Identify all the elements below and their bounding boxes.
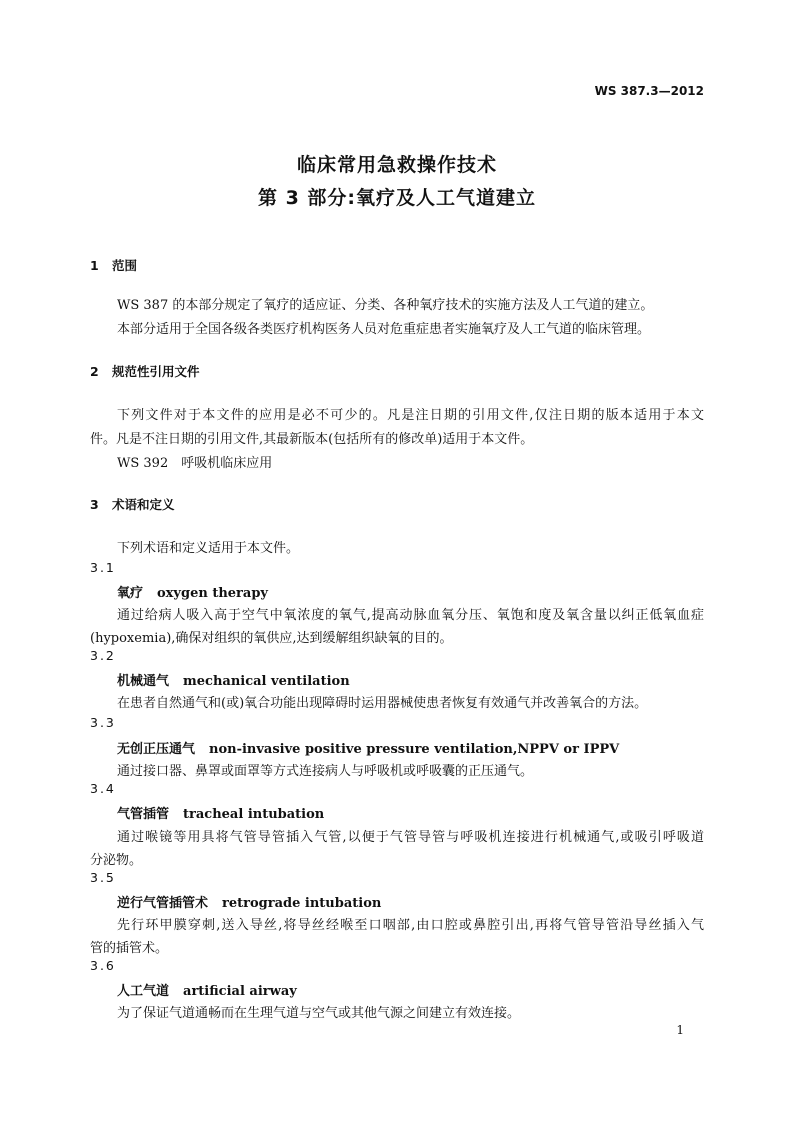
page-number: 1 — [676, 1023, 684, 1037]
term-definition: 通过喉镜等用具将气管导管插入气管,以便于气管导管与呼吸机连接进行机械通气,或吸引呼吸道 — [117, 830, 704, 845]
paragraph: 下列文件对于本文件的应用是必不可少的。凡是注日期的引用文件,仅注日期的版本适用于本文 — [117, 408, 704, 423]
section-title: 范围 — [112, 258, 138, 273]
section-number: 2 — [90, 364, 99, 379]
section-heading-terms-definitions — [90, 495, 175, 513]
term-zh: 无创正压通气 — [117, 742, 196, 757]
section-heading-normative-references — [90, 362, 200, 380]
document-subtitle: 第 3 部分:氧疗及人工气道建立 — [257, 187, 537, 209]
document-title: 临床常用急救操作技术 — [296, 154, 497, 176]
term-number: 3.1 — [90, 560, 116, 575]
paragraph: 本部分适用于全国各级各类医疗机构医务人员对危重症患者实施氧疗及人工气道的临床管理。 — [117, 322, 651, 337]
term-definition: 先行环甲膜穿刺,送入导丝,将导丝经喉至口咽部,由口腔或鼻腔引出,再将气管导管沿导丝插入气 — [117, 918, 704, 933]
term-definition: 通过接口器、鼻罩或面罩等方式连接病人与呼吸机或呼吸囊的正压通气。 — [117, 764, 534, 779]
term-definition: (hypoxemia),确保对组织的氧供应,达到缓解组织缺氧的目的。 — [90, 631, 453, 646]
term-definition: 为了保证气道通畅而在生理气道与空气或其他气源之间建立有效连接。 — [117, 1006, 521, 1021]
term-definition: 管的插管术。 — [90, 941, 169, 956]
section-number: 3 — [90, 497, 99, 512]
reference-item: WS 392 呼吸机临床应用 — [117, 456, 273, 471]
term-definition: 分泌物。 — [90, 853, 143, 868]
term-en: artificial airway — [183, 984, 297, 999]
term-number: 3.6 — [90, 958, 116, 973]
paragraph: WS 387 的本部分规定了氧疗的适应证、分类、各种氧疗技术的实施方法及人工气道的建立。 — [117, 298, 654, 313]
term-entry — [117, 892, 381, 911]
term-en: mechanical ventilation — [183, 674, 350, 689]
term-en: tracheal intubation — [183, 807, 325, 822]
term-en: oxygen therapy — [157, 586, 268, 601]
term-zh: 气管插管 — [117, 807, 170, 822]
term-definition: 通过给病人吸入高于空气中氧浓度的氧气,提高动脉血氧分压、氧饱和度及氧含量以纠正低氧血症 — [117, 608, 704, 623]
section-heading-scope — [90, 256, 137, 274]
term-number: 3.4 — [90, 781, 116, 796]
paragraph: 下列术语和定义适用于本文件。 — [117, 541, 300, 556]
term-zh: 机械通气 — [117, 674, 170, 689]
term-number: 3.5 — [90, 870, 116, 885]
term-definition: 在患者自然通气和(或)氧合功能出现障碍时运用器械使患者恢复有效通气并改善氧合的方法。 — [117, 696, 648, 711]
term-entry — [117, 582, 268, 601]
paragraph: 件。凡是不注日期的引用文件,其最新版本(包括所有的修改单)适用于本文件。 — [90, 432, 534, 447]
term-entry — [117, 670, 350, 689]
term-zh: 人工气道 — [117, 984, 170, 999]
term-number: 3.3 — [90, 715, 116, 730]
term-number: 3.2 — [90, 648, 116, 663]
term-en: retrograde intubation — [222, 896, 382, 911]
term-zh: 氧疗 — [117, 586, 144, 601]
term-en: non-invasive positive pressure ventilation,NPPV or IPPV — [209, 742, 620, 757]
term-entry — [117, 803, 324, 822]
section-number: 1 — [90, 258, 99, 273]
section-title: 规范性引用文件 — [112, 364, 200, 379]
term-entry — [117, 738, 619, 757]
section-title: 术语和定义 — [112, 497, 175, 512]
standard-code: WS 387.3—2012 — [594, 84, 704, 98]
term-entry — [117, 980, 297, 999]
term-zh: 逆行气管插管术 — [117, 896, 209, 911]
